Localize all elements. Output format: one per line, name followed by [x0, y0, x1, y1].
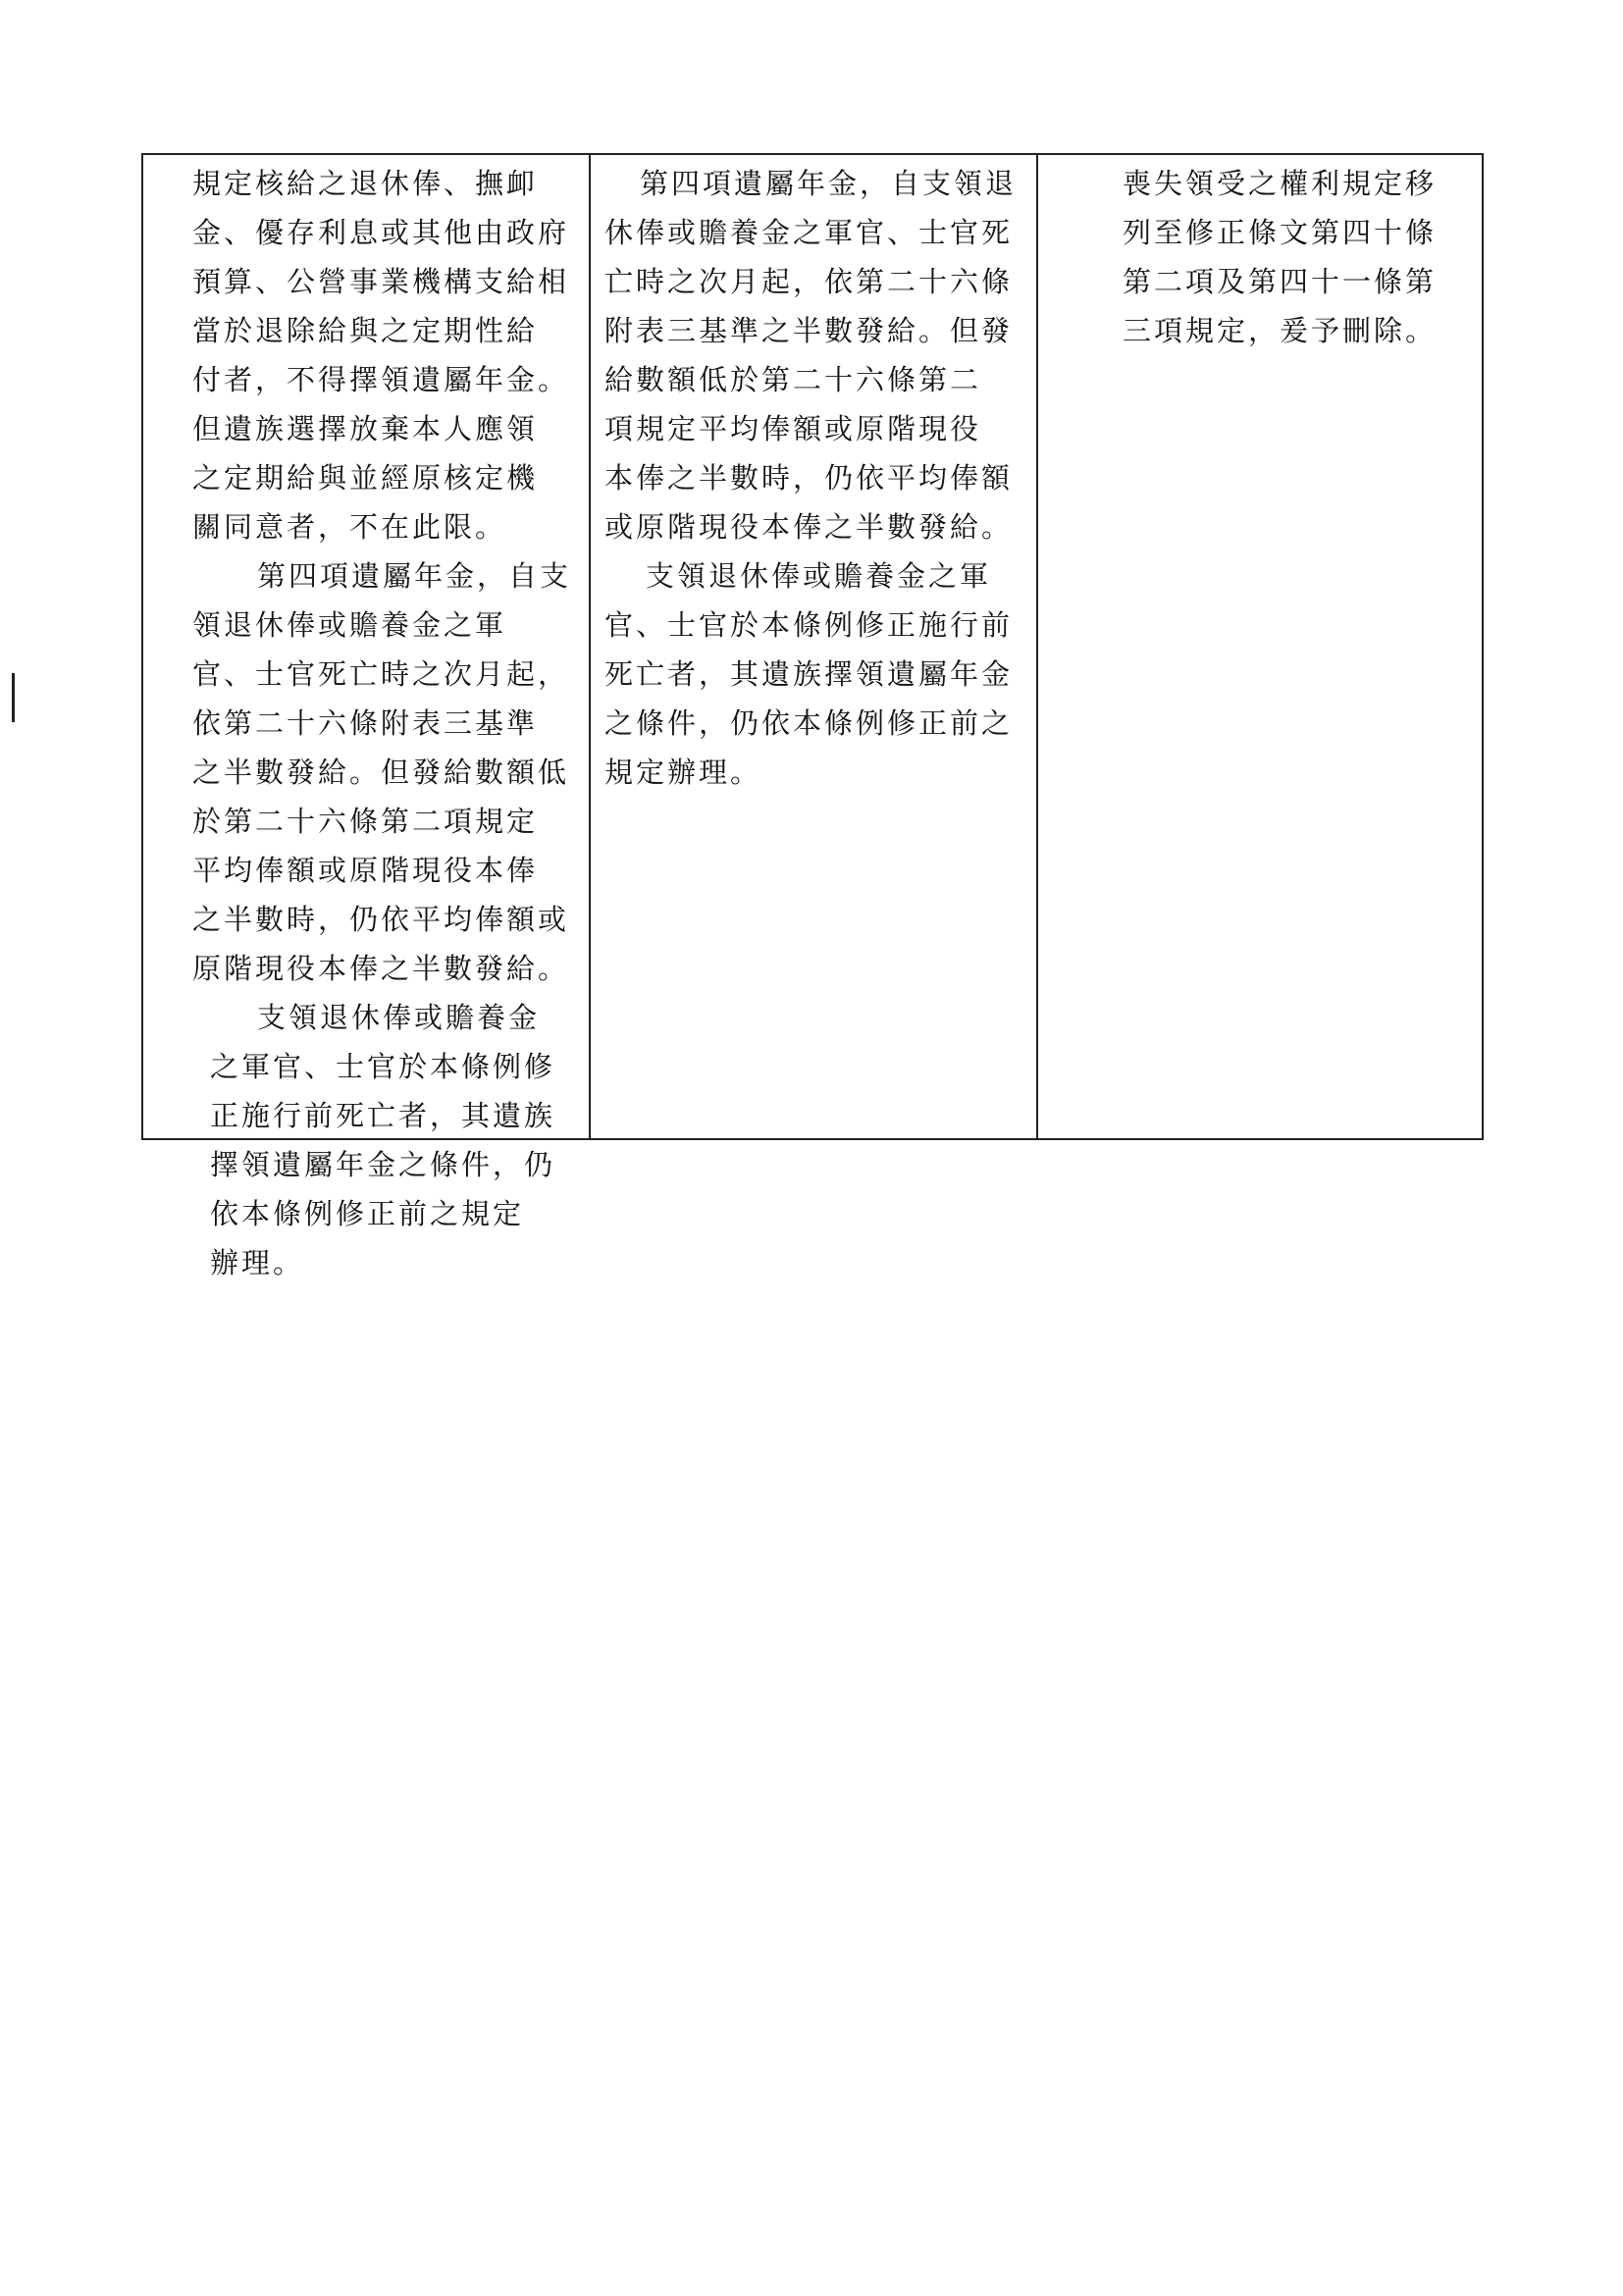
- text-line: 死亡者，其遺族擇領遺屬年金: [604, 657, 1014, 691]
- text-line: 本俸之半數時，仍依平均俸額: [604, 461, 1014, 495]
- text-line: 預算、公營事業機構支給相: [192, 265, 570, 298]
- text-line: 擇領遺屬年金之條件，仍: [210, 1148, 556, 1181]
- text-line: 原階現役本俸之半數發給。: [192, 952, 570, 985]
- text-line: 之條件，仍依本條例修正前之: [604, 706, 1014, 740]
- text-line: 依本條例修正前之規定: [210, 1197, 525, 1230]
- paragraph-start-line: 第四項遺屬年金，自支: [257, 559, 572, 593]
- column-explanation: [1038, 155, 1482, 1138]
- text-line: 領退休俸或贍養金之軍: [192, 608, 507, 642]
- text-line: 付者，不得擇領遺屬年金。: [192, 363, 570, 396]
- text-line: 正施行前死亡者，其遺族: [210, 1099, 556, 1132]
- paragraph-start-line: 第四項遺屬年金，自支領退: [640, 167, 1018, 200]
- text-line: 於第二十六條第二項規定: [192, 805, 539, 838]
- text-line: 列至修正條文第四十條: [1123, 216, 1438, 249]
- text-line: 金、優存利息或其他由政府: [192, 216, 570, 249]
- text-line: 但遺族選擇放棄本人應領: [192, 412, 539, 445]
- revision-change-bar: [12, 673, 15, 722]
- text-line: 三項規定，爰予刪除。: [1123, 314, 1438, 347]
- column-current-text: [143, 155, 591, 1279]
- text-line: 喪失領受之權利規定移: [1123, 167, 1438, 200]
- text-line: 關同意者，不在此限。: [192, 510, 507, 544]
- text-line: 官、士官於本條例修正施行前: [604, 608, 1014, 642]
- comparison-table: [141, 153, 1484, 1279]
- text-line: 當於退除給與之定期性給: [192, 314, 539, 347]
- text-line: 之定期給與並經原核定機: [192, 461, 539, 495]
- text-line: 辦理。: [210, 1246, 305, 1279]
- text-line: 官、士官死亡時之次月起，: [192, 657, 570, 691]
- paragraph-start-line: 支領退休俸或贍養金: [257, 1001, 541, 1034]
- text-line: 之半數時，仍依平均俸額或: [192, 903, 570, 936]
- column-draft-text: [591, 155, 1038, 1138]
- text-line: 平均俸額或原階現役本俸: [192, 854, 539, 887]
- text-line: 休俸或贍養金之軍官、士官死: [604, 216, 1014, 249]
- text-line: 亡時之次月起，依第二十六條: [604, 265, 1014, 298]
- text-line: 第二項及第四十一條第: [1123, 265, 1438, 298]
- text-line: 之半數發給。但發給數額低: [192, 756, 570, 789]
- text-line: 項規定平均俸額或原階現役: [604, 412, 982, 445]
- text-line: 或原階現役本俸之半數發給。: [604, 510, 1014, 544]
- text-line: 附表三基準之半數發給。但發: [604, 314, 1014, 347]
- text-line: 依第二十六條附表三基準: [192, 706, 539, 740]
- text-line: 規定核給之退休俸、撫卹: [192, 167, 539, 200]
- paragraph-start-line: 支領退休俸或贍養金之軍: [646, 559, 992, 593]
- text-line: 給數額低於第二十六條第二: [604, 363, 982, 396]
- text-line: 規定辦理。: [604, 756, 762, 789]
- text-line: 之軍官、士官於本條例修: [210, 1050, 556, 1083]
